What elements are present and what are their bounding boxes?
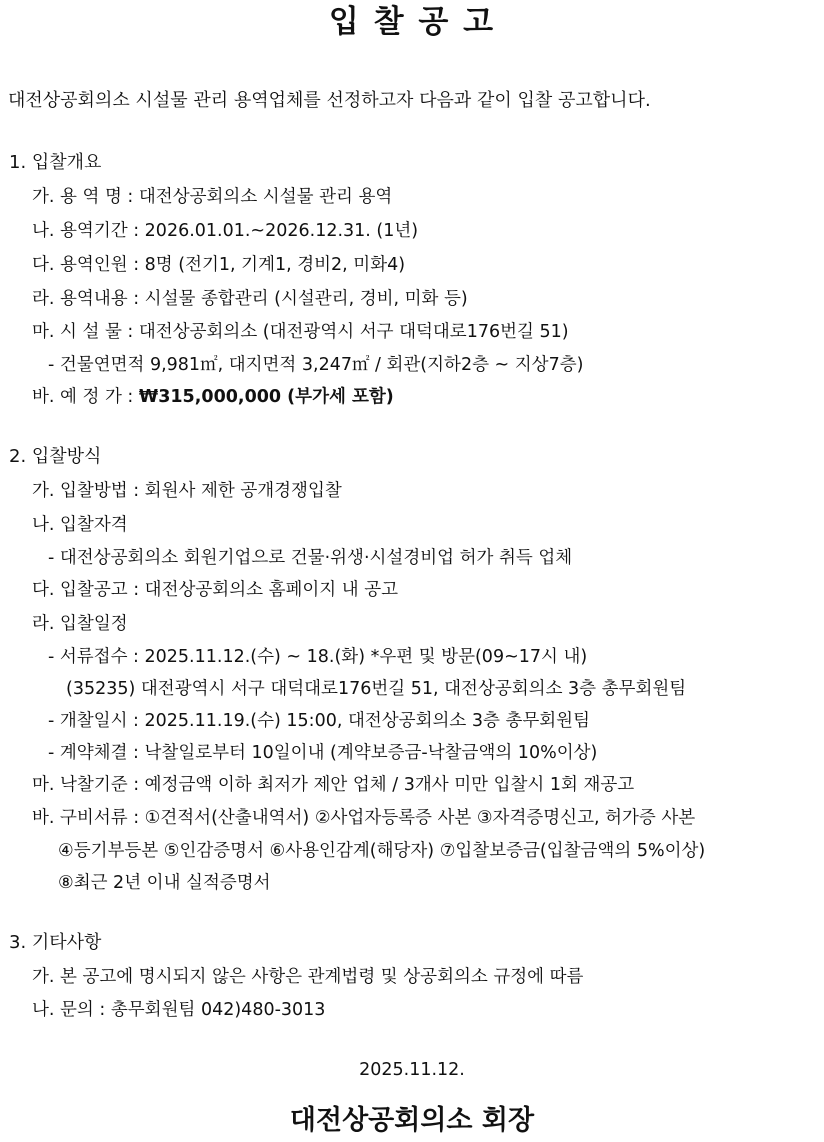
method-item-eligibility: 나. 입찰자격 [32,515,128,535]
method-item-announcement: 다. 입찰공고 : 대전상공회의소 홈페이지 내 공고 [32,580,399,600]
other-item-regulations: 가. 본 공고에 명시되지 않은 사항은 관계법령 및 상공회의소 규정에 따름 [32,967,584,987]
required-documents-line-2: ④등기부등본 ⑤인감증명서 ⑥사용인감계(해당자) ⑦입찰보증금(입찰금액의 5%이상) [58,841,706,861]
section-heading-method: 2. 입찰방식 [9,446,102,467]
notice-title: 입 찰 공 고 [328,4,496,40]
notice-date: 2025.11.12. [359,1060,465,1080]
method-item-bid-method: 가. 입찰방법 : 회원사 제한 공개경쟁입찰 [32,481,342,501]
method-item-required-documents: 바. 구비서류 : ①견적서(산출내역서) ②사업자등록증 사본 ③자격증명신고, 허가증 사본 [32,808,696,828]
overview-item-estimated-price [32,385,394,409]
section-heading-other: 3. 기타사항 [9,932,102,953]
method-item-eligibility-detail: - 대전상공회의소 회원기업으로 건물·위생·시설경비업 허가 취득 업체 [48,548,573,568]
issuer-signature: 대전상공회의소 회장 [289,1105,535,1136]
required-documents-line-3: ⑧최근 2년 이내 실적증명서 [58,873,271,893]
overview-item-personnel: 다. 용역인원 : 8명 (전기1, 기계1, 경비2, 미화4) [32,255,406,275]
overview-item-facility: 마. 시 설 물 : 대전상공회의소 (대전광역시 서구 대덕대로176번길 51) [32,322,569,342]
estimated-price-label: 바. 예 정 가 : [32,387,139,407]
other-item-inquiry: 나. 문의 : 총무회원팀 042)480-3013 [32,1000,326,1020]
notice-intro: 대전상공회의소 시설물 관리 용역업체를 선정하고자 다음과 같이 입찰 공고합니다. [8,90,651,111]
schedule-contract: - 계약체결 : 낙찰일로부터 10일이내 (계약보증금-낙찰금액의 10%이상) [48,743,598,763]
schedule-submission-address: (35235) 대전광역시 서구 대덕대로176번길 51, 대전상공회의소 3층 총무회원팀 [66,679,687,699]
estimated-price-value: ₩315,000,000 (부가세 포함) [138,387,394,407]
method-item-award-criteria: 마. 낙찰기준 : 예정금액 이하 최저가 제안 업체 / 3개사 미만 입찰시 1회 재공고 [32,775,635,795]
overview-item-content: 라. 용역내용 : 시설물 종합관리 (시설관리, 경비, 미화 등) [32,289,468,309]
section-heading-overview: 1. 입찰개요 [9,152,102,173]
overview-item-floor-area: - 건물연면적 9,981㎡, 대지면적 3,247㎡ / 회관(지하2층 ~ 지상7층) [48,355,584,375]
overview-item-service-name: 가. 용 역 명 : 대전상공회의소 시설물 관리 용역 [32,187,393,207]
method-item-schedule: 라. 입찰일정 [32,614,128,634]
schedule-document-submission: - 서류접수 : 2025.11.12.(수) ~ 18.(화) *우편 및 방문(09~17시 내) [48,647,588,667]
overview-item-period: 나. 용역기간 : 2026.01.01.~2026.12.31. (1년) [32,221,419,241]
schedule-bid-opening: - 개찰일시 : 2025.11.19.(수) 15:00, 대전상공회의소 3층 총무회원팀 [48,711,590,731]
